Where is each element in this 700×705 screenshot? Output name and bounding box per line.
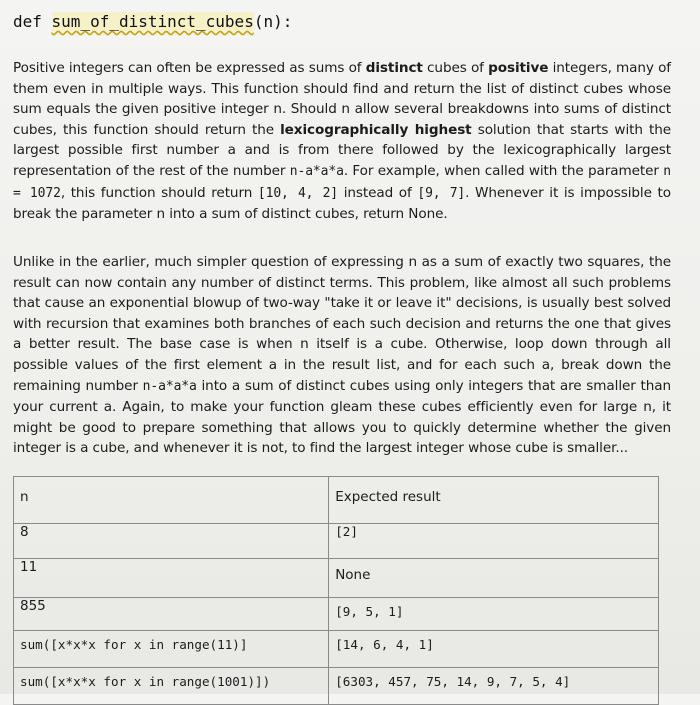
table-header-row <box>14 477 659 524</box>
code-text: n = 1072 <box>13 163 671 201</box>
text: . For example, when called with the parameter <box>343 162 664 179</box>
cell-result: [2] <box>329 524 659 559</box>
cell-n: sum([x*x*x for x in range(11)] <box>14 631 329 668</box>
cell-n: 8 <box>14 524 329 559</box>
table-row <box>14 559 659 598</box>
code-text: n-a*a*a <box>142 378 197 394</box>
code-text: [10, 4, 2] <box>257 185 339 201</box>
code-text: n-a*a*a <box>289 163 344 179</box>
table-row <box>14 668 659 705</box>
examples-table <box>13 476 659 705</box>
text: . Whenever it is impossible to break the parameter n into a sum of distinct cubes, return None. <box>13 184 671 223</box>
text: Positive integers can often be expressed as sums of <box>13 60 366 76</box>
text: Unlike in the earlier, much simpler question of expressing n as a sum of exactly two squares, the result can now contain any number of distinct terms. This problem, like almost all such problems that cause an exponential blowup of two-way "take it or leave it" decisions, is usually best solved with recursion that examines both branches of each such decision and returns the one that gives a better result. The base case is when n itself is a cube. Otherwise, loop down through all possible values of the first element a in the result list, and for each such a, break down the remaining number <box>13 254 671 394</box>
bold-text: lexicographically highest <box>280 121 472 138</box>
cell-n: 11 <box>14 559 329 598</box>
text: integers, many of them even in multiple ways. This function should find and return the list of distinct cubes whose sum equals the given positive integer n. Should n allow several breakdowns into sums of distinct cubes, this function should return the <box>13 60 671 138</box>
cell-result: [14, 6, 4, 1] <box>329 631 659 668</box>
text: cubes of <box>422 60 489 76</box>
function-signature <box>13 12 292 31</box>
cell-n: 855 <box>14 598 329 631</box>
text: solution that starts with the largest possible first number a and is from there followed by the lexicographically largest representation of the rest of the number <box>13 121 671 179</box>
text: , this function should return <box>60 184 258 201</box>
signature-params: (n): <box>253 12 293 31</box>
bold-text: distinct <box>365 60 423 76</box>
table-row <box>14 631 659 668</box>
cell-result: [9, 5, 1] <box>329 598 659 631</box>
function-name: sum_of_distinct_cubes <box>51 12 254 31</box>
cell-n: sum([x*x*x for x in range(1001)]) <box>14 668 329 705</box>
cell-result: [6303, 457, 75, 14, 9, 7, 5, 4] <box>329 668 659 705</box>
table-row <box>14 598 659 631</box>
table-row <box>14 524 659 559</box>
text: into a sum of distinct cubes using only integers that are smaller than your current a. Again, to make your function gleam these cubes efficiently even for large n, it might be good to prepare something that allows you to quickly determine whether the given integer is a cube, and whenever it is not, to find the largest integer whose cube is smaller... <box>13 377 671 457</box>
description-paragraph-2 <box>13 252 671 459</box>
column-header-n: n <box>14 477 329 524</box>
bold-text: positive <box>488 60 549 76</box>
description-paragraph-1 <box>13 58 671 225</box>
def-keyword: def <box>13 12 52 31</box>
code-text: [9, 7] <box>417 185 466 201</box>
cell-result: None <box>329 559 659 598</box>
column-header-expected: Expected result <box>329 477 659 524</box>
text: instead of <box>338 184 418 201</box>
